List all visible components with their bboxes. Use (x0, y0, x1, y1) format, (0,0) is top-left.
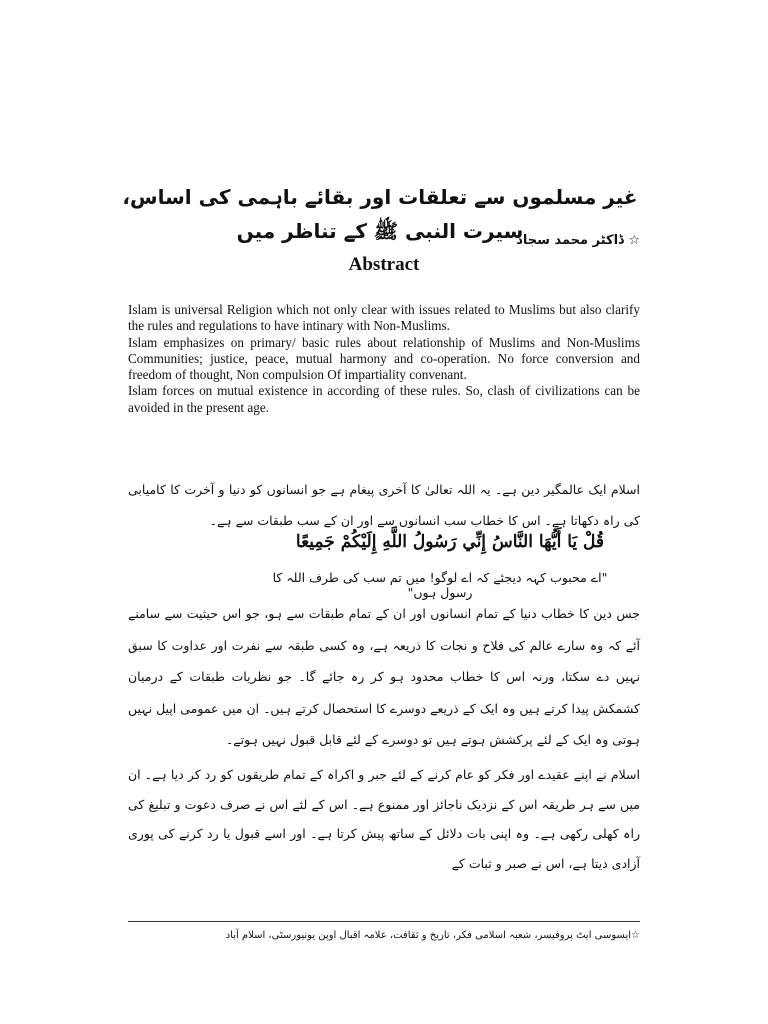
abstract-paragraph: Islam forces on mutual existence in according of these rules. So, clash of civilizations can be avoided in the present age. (128, 383, 640, 415)
body-paragraph-1 (128, 474, 640, 536)
body-paragraph-3 (128, 760, 640, 878)
body-paragraph-text: اسلام ایک عالمگیر دین ہے۔ یہ اللہ تعالیٰ کا آخری پیغام ہے جو انسانوں کو دنیا و آخرت کا کامیابی کی راہ دکھاتا ہے۔ اس کا خطاب سب انسانوں سے اور ان کے سب طبقات سے ہے۔ (128, 482, 640, 528)
abstract-paragraph: Islam emphasizes on primary/ basic rules about relationship of Muslims and Non-Muslims Communities; justice, peace, mutual harmony and co-operation. No force conversion and freedom of thought, Non compulsion Of impartiality convenant. (128, 334, 640, 383)
author-name: ☆ ڈاکٹر محمد سجاد (516, 233, 640, 248)
verse-translation: "اے محبوب کہہ دیجئے کہ اے لوگو! میں تم سب کی طرف اللہ کا رسول ہوں" (272, 570, 608, 600)
footnote-divider (128, 921, 640, 922)
body-paragraph-text: جس دین کا خطاب دنیا کے تمام انسانوں اور ان کے تمام طبقات سے ہو، جو اس حیثیت سے سامنے آئے کہ وہ سارے عالم کی فلاح و نجات کا ذریعہ ہے، وہ کسی طبقہ سے نفرت اور عداوت کا سبق نہیں دے سکتا، ورنہ اس کا خطاب محدود ہو کر رہ جائے گا۔ جو نظریات طبقات کے درمیان کشمکش پیدا کرتے ہیں وہ ایک کے ذریعے دوسرے کا استحصال کرتے ہیں۔ ان میں عمومی اپیل نہیں ہوتی وہ ایک کے لئے پرکشش ہوتے ہیں تو دوسرے کے لئے قابل قبول نہیں ہوتے۔ (128, 606, 640, 747)
paper-title: غیر مسلموں سے تعلقات اور بقائے باہمی کی اساس، سیرت النبی ﷺ کے تناظر میں (122, 185, 638, 243)
abstract-paragraph: Islam is universal Religion which not only clear with issues related to Muslims but also clarify the rules and regulations to have intinary with Non-Muslims. (128, 302, 640, 334)
body-paragraph-2 (128, 598, 640, 756)
quranic-verse: قُلْ يَا أَيُّهَا النَّاسُ إِنِّي رَسُولُ اللَّهِ إِلَيْكُمْ جَمِيعًا (295, 532, 605, 552)
footnote: ☆ایسوسی ایٹ پروفیسر، شعبہ اسلامی فکر، تاریخ و ثقافت، علامہ اقبال اوپن یونیورسٹی، اسلام آباد (225, 930, 640, 941)
abstract-body (128, 302, 640, 416)
body-paragraph-text: اسلام نے اپنے عقیدے اور فکر کو عام کرنے کے لئے جبر و اکراہ کے تمام طریقوں کو رد کر دیا ہے۔ ان میں سے ہر طریقہ اس کے نزدیک ناجائز اور ممنوع ہے۔ اس کے لئے اس نے صرف دعوت و تبلیغ کی راہ کھلی رکھی ہے۔ وہ اپنی بات دلائل کے ساتھ پیش کرتا ہے۔ اور اسے قبول یا رد کرنے کی پوری آزادی دیتا ہے، اس نے صبر و ثبات کے (128, 767, 640, 871)
abstract-heading: Abstract (348, 254, 420, 275)
